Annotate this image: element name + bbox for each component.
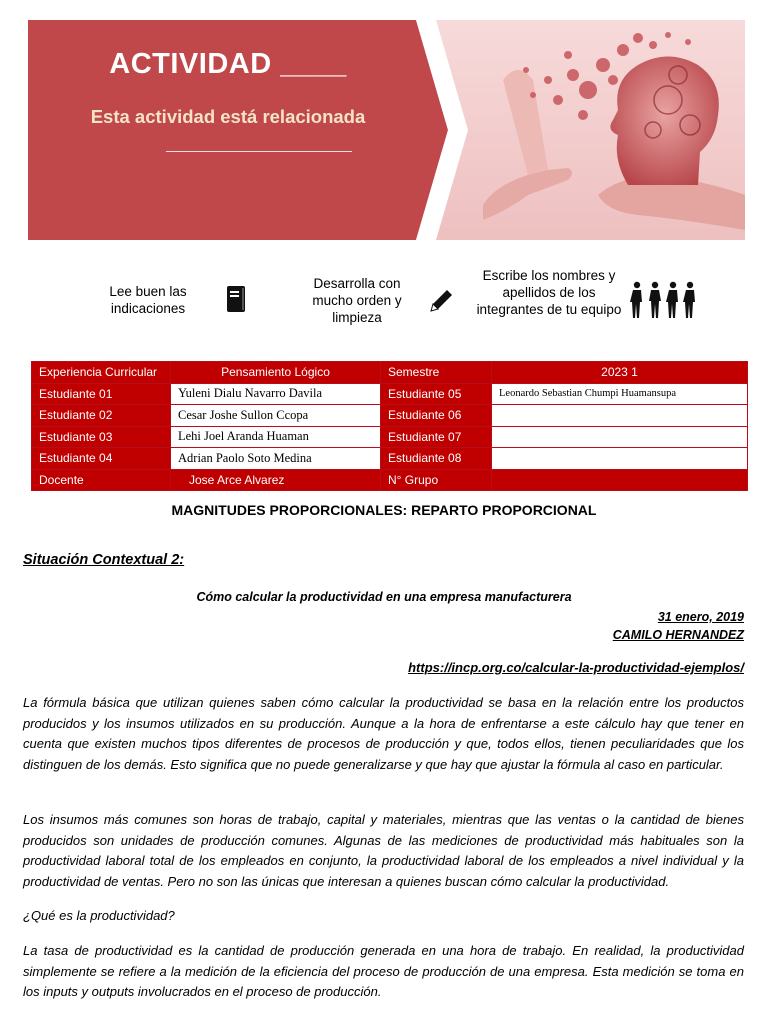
instruction-order: Desarrolla con mucho orden y limpieza xyxy=(312,276,402,325)
table-row xyxy=(32,469,748,491)
table-row xyxy=(32,362,748,384)
paragraph: La fórmula básica que utilizan quienes saben cómo calcular la productividad se basa en la relación entre los productos producidos y los insumos utilizados en su producción. Aunque a la hora de enfrentarse a este cálculo hay que tener en cuenta que existen muchos tipos diferentes de procesos de producción y que, todos ellos, tienen peculiaridades que los distinguen de los demás. Esto significa que no puede generalizarse y que hay que ajustar la fórmula al caso en particular. xyxy=(23,695,744,772)
table-label-cell: Docente xyxy=(32,469,171,491)
pencil-icon xyxy=(428,286,456,314)
table-value-cell xyxy=(492,405,748,427)
instruction-read: Lee buen las indicaciones xyxy=(109,284,187,316)
table-label-cell: Estudiante 06 xyxy=(381,405,492,427)
question-heading: ¿Qué es la productividad? xyxy=(23,908,175,923)
table-row xyxy=(32,405,748,427)
article-title: Cómo calcular la productividad en una empresa manufacturera xyxy=(196,590,572,604)
instruction-team: Escribe los nombres y apellidos de los integrantes de tu equipo xyxy=(476,268,622,317)
table-row xyxy=(32,383,748,405)
table-label-cell: Estudiante 02 xyxy=(32,405,171,427)
student-info-table xyxy=(31,361,748,491)
table-label-cell: 2023 1 xyxy=(492,362,748,384)
table-label-cell: Semestre xyxy=(381,362,492,384)
table-label-cell: N° Grupo xyxy=(381,469,492,491)
table-label-cell: Experiencia Curricular xyxy=(32,362,171,384)
table-label-cell: Estudiante 08 xyxy=(381,448,492,470)
table-value-cell: Yuleni Dialu Navarro Davila xyxy=(171,383,381,405)
table-label-cell: Estudiante 03 xyxy=(32,426,171,448)
table-value-cell: Lehi Joel Aranda Huaman xyxy=(171,426,381,448)
table-label-cell: Pensamiento Lógico xyxy=(171,362,381,384)
table-value-cell xyxy=(492,426,748,448)
paragraph: La tasa de productividad es la cantidad de producción generada en una hora de trabajo. En realidad, la productividad simplemente se refiere a la medición de la eficiencia del proceso de producción de una empresa. Esta medición se toma en los inputs y outputs involucrados en el proceso de producción. xyxy=(23,943,744,999)
article-link[interactable]: https://incp.org.co/calcular-la-productividad-ejemplos/ xyxy=(408,660,744,675)
situation-title: Situación Contextual 2: xyxy=(23,552,185,568)
table-value-cell: Adrian Paolo Soto Medina xyxy=(171,448,381,470)
table-label-cell: Estudiante 04 xyxy=(32,448,171,470)
activity-banner xyxy=(28,20,745,240)
table-value-cell: Leonardo Sebastian Chumpi Huamansupa xyxy=(492,383,748,405)
activity-subtitle: Esta actividad está relacionada xyxy=(90,106,366,127)
table-value-cell: Jose Arce Alvarez xyxy=(171,469,381,491)
table-label-cell: Estudiante 01 xyxy=(32,383,171,405)
paragraph: Los insumos más comunes son horas de trabajo, capital y materiales, mientras que las ventas o la cantidad de bienes producidos son unidades de producción comunes. Algunas de las mediciones de productividad más habituales son la productividad laboral total de los empleados en conjunto, la productividad laboral de los empleados a nivel individual y la productividad de ventas. Pero no son las únicas que interesan a quienes buscan cómo calcular la productividad. xyxy=(23,812,744,889)
table-row xyxy=(32,426,748,448)
team-silhouettes-icon xyxy=(628,280,698,320)
table-label-cell: Estudiante 05 xyxy=(381,383,492,405)
table-value-cell xyxy=(492,448,748,470)
article-date: 31 enero, 2019 xyxy=(657,610,744,624)
article-author: CAMILO HERNANDEZ xyxy=(612,628,744,642)
subtitle-underline xyxy=(166,151,352,152)
main-title: MAGNITUDES PROPORCIONALES: REPARTO PROPORCIONAL xyxy=(171,502,597,518)
activity-title: ACTIVIDAD ____ xyxy=(109,48,347,80)
table-label-cell: Estudiante 07 xyxy=(381,426,492,448)
table-row xyxy=(32,448,748,470)
table-label-cell xyxy=(492,469,748,491)
book-icon xyxy=(226,285,246,313)
table-value-cell: Cesar Joshe Sullon Ccopa xyxy=(171,405,381,427)
